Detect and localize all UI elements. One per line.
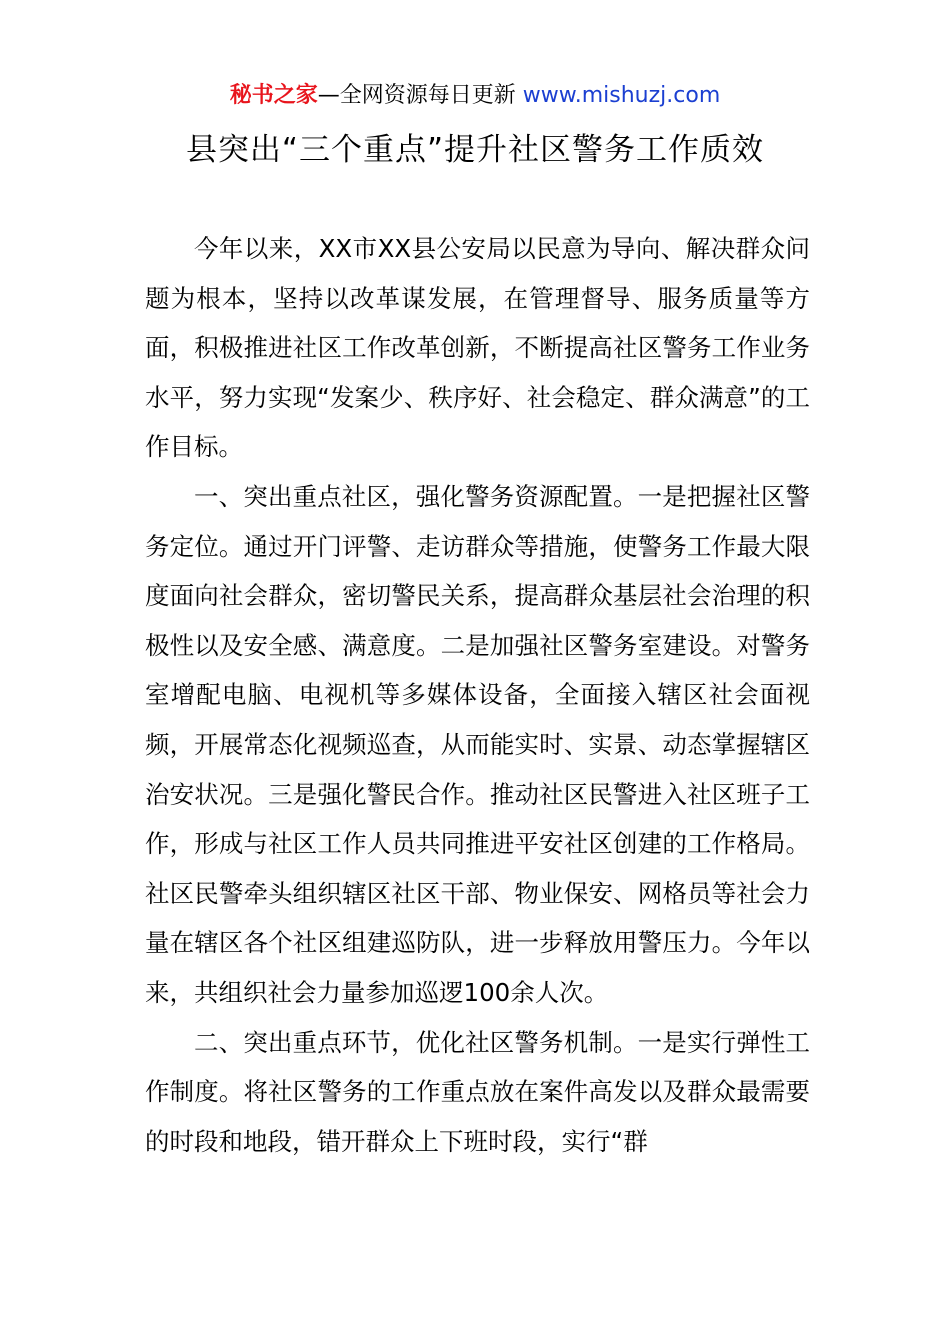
site-header xyxy=(0,80,950,112)
paragraph-intro: 今年以来，XX市XX县公安局以民意为导向、解决群众问题为根本，坚持以改革谋发展，在管理督导、服务质量等方面，积极推进社区工作改革创新，不断提高社区警务工作业务水平，努力实现“发案少、秩序好、社会稳定、群众满意”的工作目标。 xyxy=(145,234,810,462)
site-url-link[interactable]: www.mishuzj.com xyxy=(522,83,721,108)
document-body xyxy=(145,224,810,1166)
site-tagline: —全网资源每日更新 xyxy=(317,83,523,108)
document-title: 县突出“三个重点”提升社区警务工作质效 xyxy=(185,132,765,168)
paragraph-section-one: 一、突出重点社区，强化警务资源配置。一是把握社区警务定位。通过开门评警、走访群众等措施，使警务工作最大限度面向社会群众，密切警民关系，提高群众基层社会治理的积极性以及安全感、满意度。二是加强社区警务室建设。对警务室增配电脑、电视机等多媒体设备，全面接入辖区社会面视频，开展常态化视频巡查，从而能实时、实景、动态掌握辖区治安状况。三是强化警民合作。推动社区民警进入社区班子工作，形成与社区工作人员共同推进平安社区创建的工作格局。社区民警牵头组织辖区社区干部、物业保安、网格员等社会力量在辖区各个社区组建巡防队，进一步释放用警压力。今年以来，共组织社会力量参加巡逻100余人次。 xyxy=(145,481,810,1007)
paragraph-section-two: 二、突出重点环节，优化社区警务机制。一是实行弹性工作制度。将社区警务的工作重点放在案件高发以及群众最需要的时段和地段，错开群众上下班时段，实行“群 xyxy=(145,1027,810,1156)
site-brand-name: 秘书之家 xyxy=(229,83,318,108)
